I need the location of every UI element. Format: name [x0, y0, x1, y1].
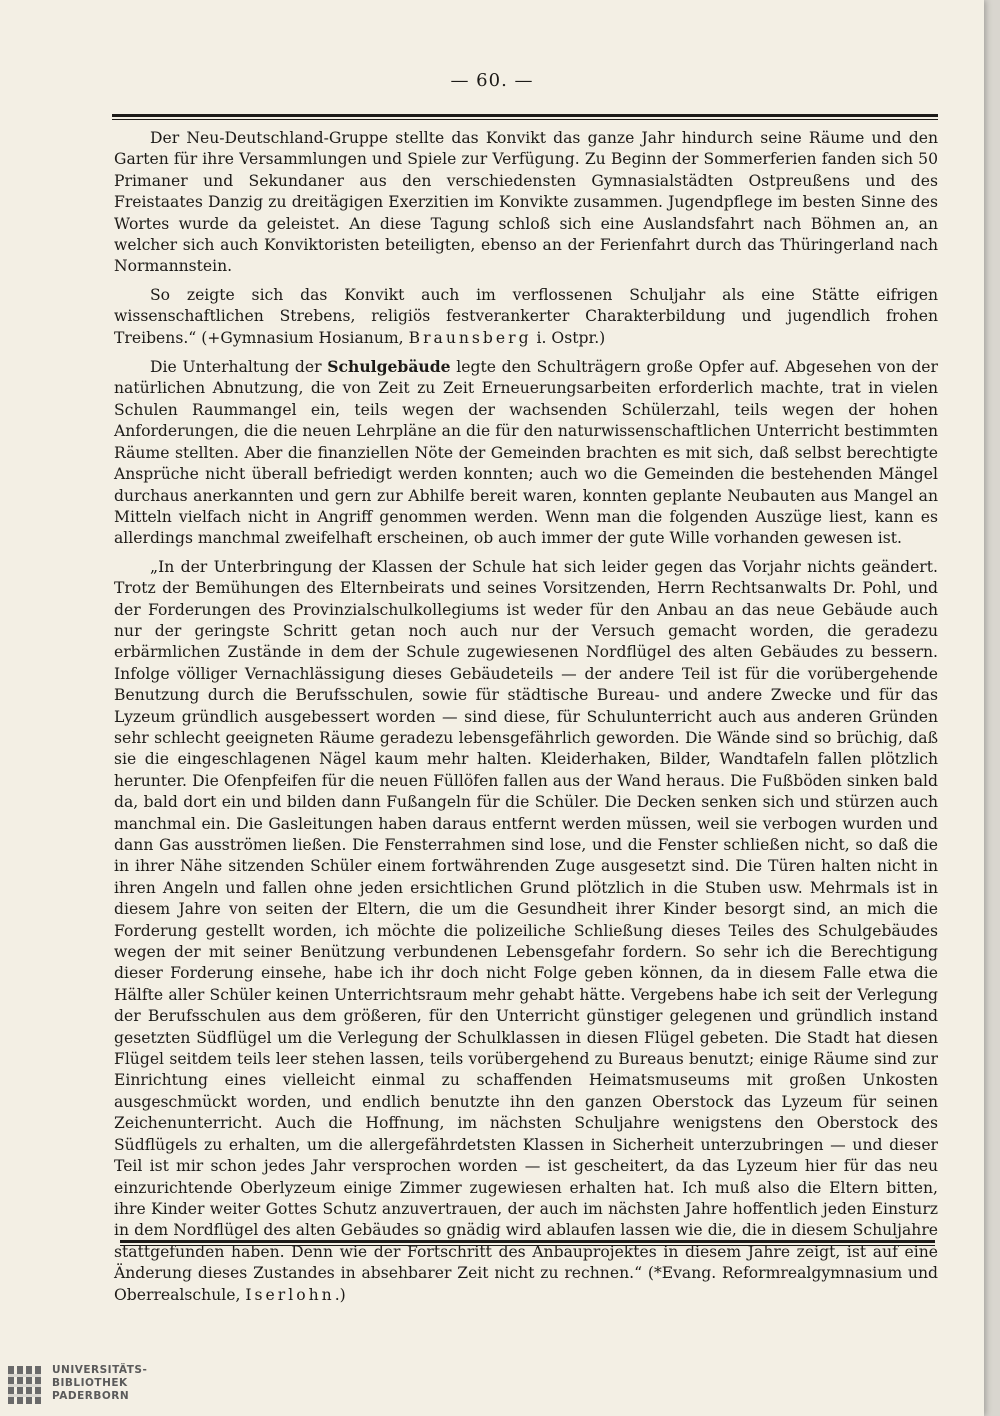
- top-rule: [112, 114, 938, 120]
- emphasis-schulgebaeude: Schulgebäude: [327, 357, 451, 377]
- body-text: [114, 128, 938, 1313]
- library-name-line-2: BIBLIOTHEK: [52, 1377, 128, 1389]
- paragraph-4-end: .): [334, 1285, 346, 1304]
- place-iserlohn: Iserlohn: [245, 1285, 335, 1304]
- library-name-line-1: UNIVERSITÄTS-: [52, 1364, 148, 1376]
- paragraph-3: [114, 356, 938, 550]
- paragraph-4: [114, 557, 938, 1306]
- paragraph-2-text: So zeigte sich das Konvikt auch im verflossenen Schuljahr als eine Stätte eifrigen wissenschaftlichen Strebens, religiös festverankerter Charakterbildung und jugendlich frohen Treibens.“ (+Gymnasium Hosianum,: [114, 285, 938, 347]
- paragraph-4-text: „In der Unterbringung der Klassen der Schule hat sich leider gegen das Vorjahr nichts geändert. Trotz der Bemühungen des Elternbeirats und seines Vorsitzenden, Herrn Rechtsanwalts Dr. Pohl, und der Forderungen des Provinzialschulkollegiums ist weder für den Anbau an das neue Gebäude auch nur der geringste Schritt getan noch auch nur der Versuch gemacht worden, die geradezu erbärmlichen Zustände in dem der Schule zugewiesenen Nordflügel des alten Gebäudes zu bessern. Infolge völliger Vernachlässigung dieses Gebäudeteils — der andere Teil ist für die vorübergehende Benutzung durch die Berufsschulen, sowie für städtische Bureau- und andere Zwecke und für das Lyzeum gründlich ausgebessert worden — sind diese, für Schulunterricht auch aus anderen Gründen sehr schlecht geeigneten Räume geradezu lebensgefährlich geworden. Die Wände sind so brüchig, daß sie die eingeschlagenen Nägel kaum mehr halten. Kleiderhaken, Bilder, Wandtafeln fallen plötzlich herunter. Die Ofenpfeifen für die neuen Füllöfen fallen aus der Wand heraus. Die Fußböden sinken bald da, bald dort ein und bilden dann Fußangeln für die Schüler. Die Decken senken sich und stürzen auch manchmal ein. Die Gasleitungen haben daraus entfernt werden müssen, weil sie verbogen wurden und dann Gas ausströmen ließen. Die Fensterrahmen sind lose, und die Fenster schließen nicht, so daß die in ihrer Nähe sitzenden Schüler einem fortwährenden Zuge ausgesetzt sind. Die Türen halten nicht in ihren Angeln und fallen ohne jeden ersichtlichen Grund plötzlich in die Stuben usw. Mehrmals ist in diesem Jahre von seiten der Eltern, die um die Gesundheit ihrer Kinder besorgt sind, an mich die Forderung gestellt worden, ich möchte die polizeiliche Schließung dieses Teiles des Schulgebäudes wegen der mit seiner Benützung verbundenen Lebensgefahr fordern. So sehr ich die Berechtigung dieser Forderung einsehe, habe ich ihr doch nicht Folge geben können, da in diesem Falle etwa die Hälfte aller Schüler keinen Unterrichtsraum mehr gehabt hätte. Vergebens habe ich seit der Verlegung der Berufsschulen aus dem größeren, für den Unterricht günstiger gelegenen und gründlich instand gesetzten Südflügel um die Verlegung der Schulklassen in diesen Flügel gebeten. Die Stadt hat diesen Flügel seitdem teils leer stehen lassen, teils vorübergehend zu Bureaus benutzt; einige Räume sind zur Einrichtung eines vielleicht einmal zu schaffenden Heimatsmuseums mit großen Unkosten ausgeschmückt worden, und endlich benutzte ihn den ganzen Oberstock das Lyzeum für seinen Zeichenunterricht. Auch die Hoffnung, im nächsten Schuljahre wenigstens den Oberstock des Südflügels zu erhalten, um die allergefährdetsten Klassen in Sicherheit unterzubringen — und dieser Teil ist mir schon jedes Jahr versprochen worden — ist gescheitert, da das Lyzeum hier für das neu einzurichtende Oberlyzeum einige Zimmer zugewiesen erhalten hat. Ich muß also die Eltern bitten, ihre Kinder weiter Gottes Schutz anzuvertrauen, der auch im nächsten Jahre hoffentlich jeden Einsturz in dem Nordflügel des alten Gebäudes so gnädig wird ablaufen lassen wie die, die in diesem Schuljahre stattgefunden haben. Denn wie der Fortschritt des Anbauprojektes in diesem Jahre zeigt, ist auf eine Änderung dieses Zustandes in absehbarer Zeit nicht zu rechnen.“ (*Evang. Reformrealgymnasium und Oberrealschule,: [114, 557, 938, 1304]
- paragraph-3-start: Die Unterhaltung der: [150, 358, 322, 377]
- bottom-rule: [120, 1240, 935, 1246]
- place-braunsberg: Braunsberg: [408, 328, 532, 347]
- library-logo: [0, 1362, 200, 1408]
- page-number: — 60. —: [450, 70, 534, 91]
- paragraph-1: Der Neu-Deutschland-Gruppe stellte das Konvikt das ganze Jahr hindurch seine Räume und den Garten für ihre Versammlungen und Spiele zur Verfügung. Zu Beginn der Sommerferien fanden sich 50 Primaner und Sekundaner aus den verschiedensten Gymnasialstädten Ostpreußens und des Freistaates Danzig zu dreitägigen Exerzitien im Konvikte zusammen. Jugendpflege im besten Sinne des Wortes wurde da geleistet. An diese Tagung schloß sich eine Auslandsfahrt nach Böhmen an, an welcher sich auch Konviktoristen beteiligten, ebenso an der Ferienfahrt durch das Thüringerland nach Normannstein.: [114, 129, 938, 276]
- library-logo-icon: [6, 1364, 44, 1406]
- paragraph-2: [114, 285, 938, 349]
- library-name: [52, 1364, 147, 1403]
- library-name-line-3: PADERBORN: [52, 1390, 130, 1402]
- paragraph-3-rest: legte den Schulträgern große Opfer auf. Abgesehen von der natürlichen Abnutzung, die von Zeit zu Zeit Erneuerungsarbeiten erforderlich machte, trat in vielen Schulen Raummangel ein, teils wegen der wachsenden Schülerzahl, teils wegen der hohen Anforderungen, die die neuen Lehrpläne an die für den naturwissenschaftlichen Unterricht bestimmten Räume stellten. Aber die finanziellen Nöte der Gemeinden brachten es mit sich, daß selbst berechtigte Ansprüche nicht überall befriedigt werden konnten; auch wo die Gemeinden die bestehenden Mängel durchaus anerkannten und gern zur Abhilfe bereit waren, konnten geplante Neubauten aus Mangel an Mitteln vielfach nicht in Angriff genommen werden. Wenn man die folgenden Auszüge liest, kann es allerdings manchmal zweifelhaft erscheinen, ob auch immer der gute Wille vorhanden gewesen ist.: [114, 358, 938, 548]
- paragraph-2-end: i. Ostpr.): [536, 328, 606, 347]
